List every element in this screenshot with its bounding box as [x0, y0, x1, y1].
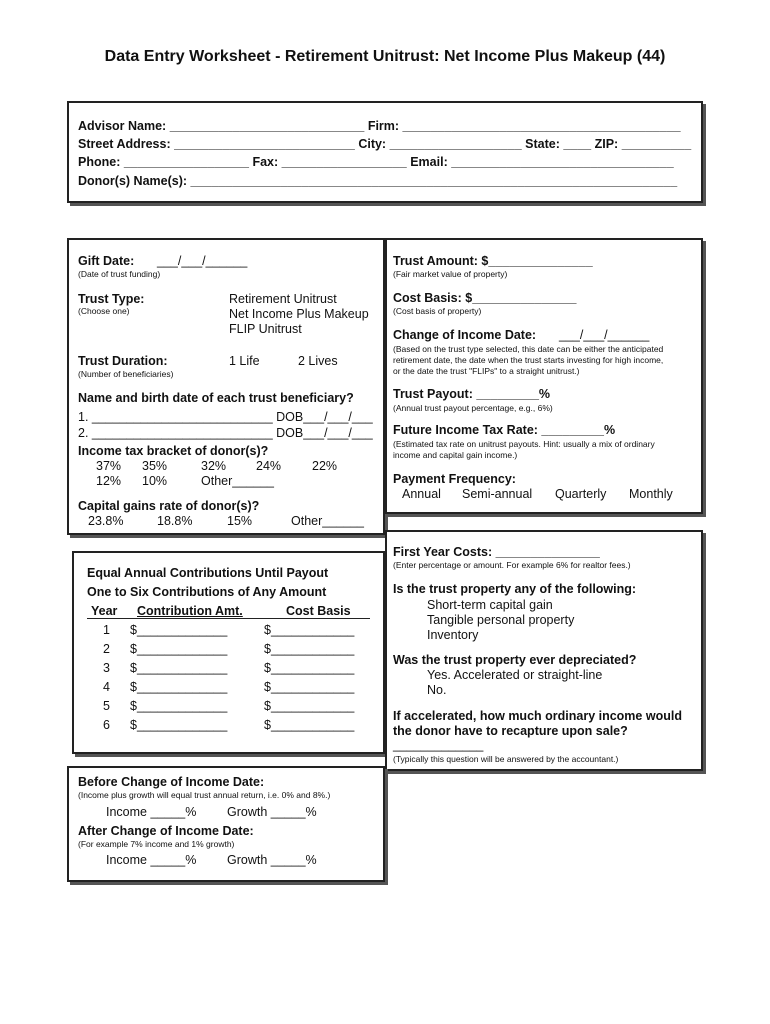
contribution-amt-field[interactable]: $_____________	[130, 623, 228, 637]
depreciation-question: Was the trust property ever depreciated?	[393, 653, 637, 667]
property-option[interactable]: Tangible personal property	[427, 613, 575, 627]
advisor-line[interactable]: Advisor Name: ____________________________ Firm: ________________________________________	[78, 119, 681, 133]
cg-option-other[interactable]: Other______	[291, 514, 364, 528]
before-change-label: Before Change of Income Date:	[78, 775, 265, 789]
tax-option[interactable]: 32%	[201, 459, 227, 473]
before-income-field[interactable]: Income _____%	[106, 805, 197, 819]
cg-option[interactable]: 18.8%	[157, 514, 193, 528]
trust-details-box	[67, 238, 385, 535]
change-income-note: or the date the trust "FLIPs" to a straight unitrust.)	[393, 366, 580, 376]
year-num: 2	[103, 642, 110, 656]
frequency-option[interactable]: Annual	[402, 487, 441, 501]
change-income-date-label: Change of Income Date:	[393, 328, 537, 342]
after-change-label: After Change of Income Date:	[78, 824, 254, 838]
cg-option[interactable]: 15%	[227, 514, 253, 528]
trust-payout-field[interactable]: Trust Payout: _________%	[393, 387, 551, 401]
page-title: Data Entry Worksheet - Retirement Unitrust: Net Income Plus Makeup (44)	[104, 48, 666, 65]
after-growth-field[interactable]: Growth _____%	[227, 853, 317, 867]
trust-type-option[interactable]: Net Income Plus Makeup	[229, 307, 369, 321]
beneficiary-2-field[interactable]: 2. __________________________ DOB___/___/___	[78, 426, 373, 440]
frequency-option[interactable]: Monthly	[629, 487, 673, 501]
gift-date-note: (Date of trust funding)	[78, 269, 161, 279]
year-num: 5	[103, 699, 110, 713]
contribution-amt-field[interactable]: $_____________	[130, 680, 228, 694]
trust-type-option[interactable]: Retirement Unitrust	[229, 292, 337, 306]
cg-option[interactable]: 23.8%	[88, 514, 124, 528]
trust-amount-note: (Fair market value of property)	[393, 269, 508, 279]
property-option[interactable]: Short-term capital gain	[427, 598, 553, 612]
tax-option[interactable]: 24%	[256, 459, 282, 473]
col-year: Year	[91, 604, 118, 618]
recapture-question: the donor have to recapture upon sale?	[393, 724, 628, 738]
header-rule	[87, 618, 370, 619]
frequency-option[interactable]: Semi-annual	[462, 487, 533, 501]
contribution-amt-field[interactable]: $_____________	[130, 661, 228, 675]
property-question: Is the trust property any of the following:	[393, 582, 637, 596]
before-growth-field[interactable]: Growth _____%	[227, 805, 317, 819]
depreciation-option[interactable]: Yes. Accelerated or straight-line	[427, 668, 603, 682]
year-num: 4	[103, 680, 110, 694]
contribution-amt-field[interactable]: $_____________	[130, 699, 228, 713]
capital-gains-heading: Capital gains rate of donor(s)?	[78, 499, 260, 513]
property-option[interactable]: Inventory	[427, 628, 479, 642]
tax-bracket-heading: Income tax bracket of donor(s)?	[78, 444, 269, 458]
payment-frequency-label: Payment Frequency:	[393, 472, 516, 486]
recapture-field[interactable]: _____________	[393, 738, 484, 752]
year-num: 6	[103, 718, 110, 732]
before-change-note: (Income plus growth will equal trust annual return, i.e. 0% and 8%.)	[78, 790, 331, 800]
first-year-costs-note: (Enter percentage or amount. For example 6% for realtor fees.)	[393, 560, 631, 570]
income-growth-box	[67, 766, 385, 882]
contribution-amt-field[interactable]: $_____________	[130, 642, 228, 656]
trust-duration-note: (Number of beneficiaries)	[78, 369, 174, 379]
duration-option-2-lives[interactable]: 2 Lives	[298, 354, 338, 368]
first-year-costs-field[interactable]: First Year Costs: _______________	[393, 545, 600, 559]
tax-option[interactable]: 12%	[96, 474, 122, 488]
cost-basis-field[interactable]: $____________	[264, 661, 355, 675]
trust-amount-box	[385, 238, 703, 514]
future-tax-rate-field[interactable]: Future Income Tax Rate: _________%	[393, 423, 616, 437]
frequency-option[interactable]: Quarterly	[555, 487, 607, 501]
change-income-note: (Based on the trust type selected, this date can be either the anticipated	[393, 344, 664, 354]
gift-date-field[interactable]: ___/___/______	[157, 254, 248, 268]
year-num: 3	[103, 661, 110, 675]
after-income-field[interactable]: Income _____%	[106, 853, 197, 867]
change-income-note: retirement date, the date when the trust starts investing for high income,	[393, 355, 664, 365]
cost-basis-field[interactable]: Cost Basis: $_______________	[393, 291, 577, 305]
trust-payout-note: (Annual trust payout percentage, e.g., 6%)	[393, 403, 553, 413]
cost-basis-field[interactable]: $____________	[264, 642, 355, 656]
property-questions-box	[385, 530, 703, 771]
cost-basis-field[interactable]: $____________	[264, 623, 355, 637]
contributions-subheading: One to Six Contributions of Any Amount	[87, 585, 327, 599]
contact-line[interactable]: Phone: __________________ Fax: __________________ Email: ________________________________	[78, 155, 674, 169]
trust-duration-label: Trust Duration:	[78, 354, 168, 368]
tax-option[interactable]: 22%	[312, 459, 338, 473]
contributions-heading: Equal Annual Contributions Until Payout	[87, 566, 329, 580]
future-tax-note: (Estimated tax rate on unitrust payouts. Hint: usually a mix of ordinary	[393, 439, 655, 449]
cost-basis-field[interactable]: $____________	[264, 718, 355, 732]
after-change-note: (For example 7% income and 1% growth)	[78, 839, 235, 849]
col-cost-basis: Cost Basis	[286, 604, 351, 618]
duration-option-1-life[interactable]: 1 Life	[229, 354, 260, 368]
recapture-note: (Typically this question will be answered by the accountant.)	[393, 754, 619, 764]
tax-option[interactable]: 10%	[142, 474, 168, 488]
year-num: 1	[103, 623, 110, 637]
depreciation-option[interactable]: No.	[427, 683, 447, 697]
donor-names-line[interactable]: Donor(s) Name(s): ______________________________________________________________________	[78, 174, 678, 188]
tax-option[interactable]: 37%	[96, 459, 122, 473]
col-contribution-amt: Contribution Amt.	[137, 604, 243, 618]
contribution-amt-field[interactable]: $_____________	[130, 718, 228, 732]
cost-basis-note: (Cost basis of property)	[393, 306, 482, 316]
future-tax-note: income and capital gain income.)	[393, 450, 518, 460]
contributions-box	[72, 551, 385, 754]
cost-basis-field[interactable]: $____________	[264, 680, 355, 694]
cost-basis-field[interactable]: $____________	[264, 699, 355, 713]
tax-option[interactable]: 35%	[142, 459, 168, 473]
trust-type-option[interactable]: FLIP Unitrust	[229, 322, 302, 336]
recapture-question: If accelerated, how much ordinary income would	[393, 709, 682, 723]
advisor-info-box	[67, 101, 703, 203]
trust-amount-field[interactable]: Trust Amount: $_______________	[393, 254, 593, 268]
gift-date-label: Gift Date:	[78, 254, 135, 268]
trust-type-note: (Choose one)	[78, 306, 130, 316]
beneficiary-heading: Name and birth date of each trust beneficiary?	[78, 391, 354, 405]
trust-type-label: Trust Type:	[78, 292, 145, 306]
change-income-date-field[interactable]: ___/___/______	[559, 328, 650, 342]
tax-option-other[interactable]: Other______	[201, 474, 274, 488]
address-line[interactable]: Street Address: __________________________ City: ___________________ State: ____ ZIP: __________	[78, 137, 692, 151]
beneficiary-1-field[interactable]: 1. __________________________ DOB___/___/___	[78, 410, 373, 424]
